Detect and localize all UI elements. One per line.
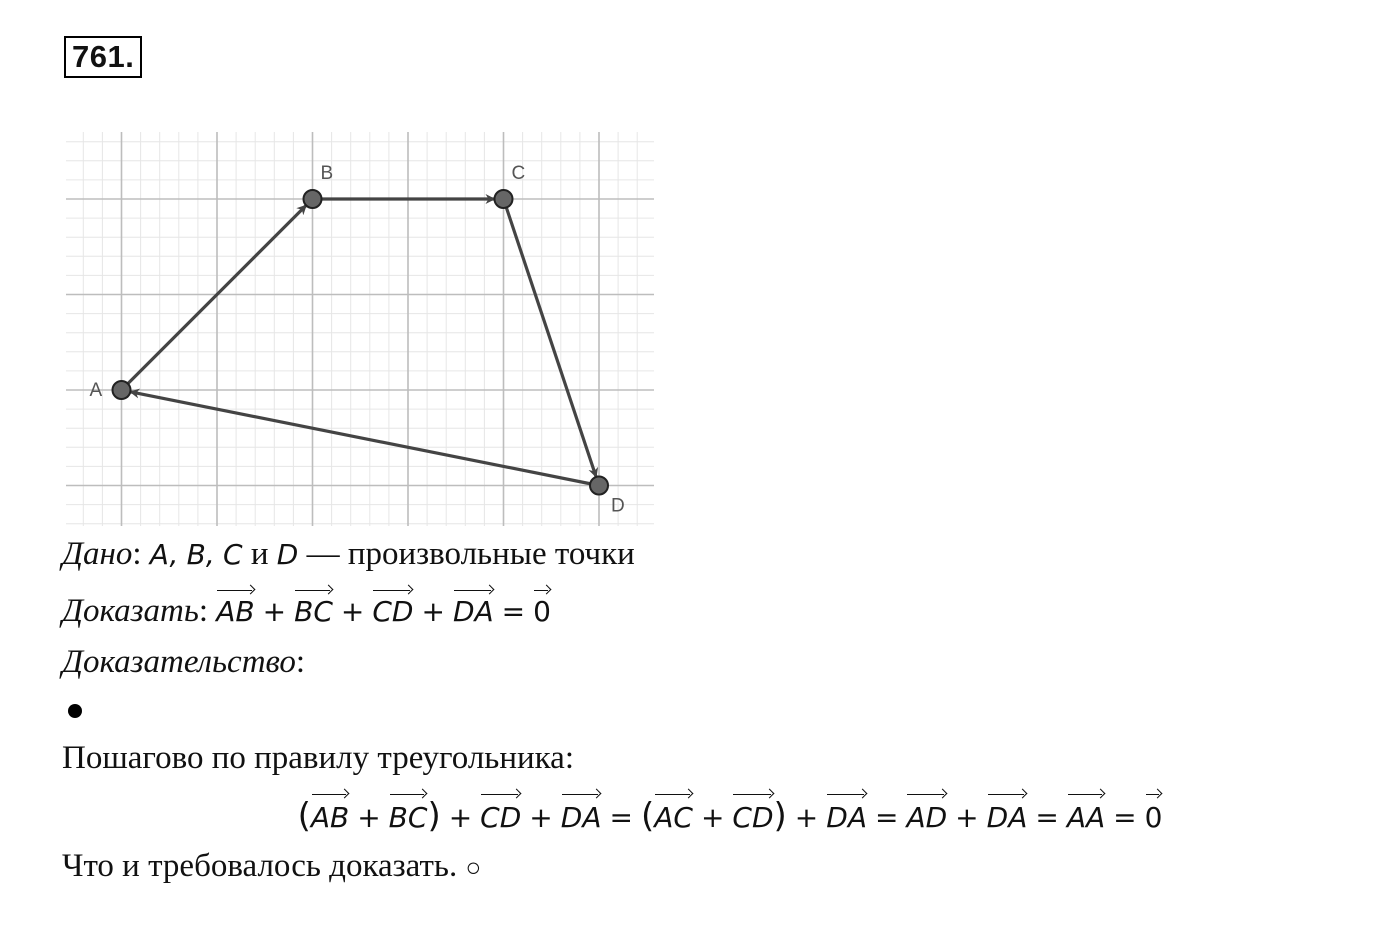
prove-line: Доказать: AB + BC + CD + DA = 0 (62, 588, 551, 632)
conclusion-text: Что и требовалось доказать. (62, 848, 458, 884)
point-c-marker (495, 190, 513, 208)
vector-bc: BC (294, 588, 333, 632)
eq-vector-da-2: DA (826, 792, 867, 840)
given-line: Дано: A, B, C и D — произвольные точки (62, 536, 635, 572)
eq-vector-cd: CD (480, 792, 521, 840)
proof-label: Доказательство (62, 644, 296, 680)
proof-equation: (AB + BC) + CD + DA = (AC + CD) + DA = AD + DA = AA = 0 (0, 792, 1400, 845)
point-d: D (276, 538, 299, 571)
prove-label: Доказать (62, 593, 199, 629)
eq-vector-da: DA (561, 792, 602, 840)
eq-vector-cd-2: CD (732, 792, 773, 840)
vector-ab (122, 205, 307, 390)
point-d-label: D (611, 495, 625, 517)
conclusion-line (62, 846, 481, 888)
vector-cd (504, 199, 597, 477)
point-a: A (149, 538, 170, 571)
vector-diagram (66, 132, 654, 526)
point-c-label: C (511, 163, 526, 184)
eq-vector-ad: AD (906, 792, 947, 840)
vector-ab: AB (216, 588, 254, 632)
point-a-label: A (89, 380, 103, 401)
point-b-label: B (320, 163, 334, 184)
eq-vector-bc: BC (389, 792, 428, 840)
bullet-icon (68, 704, 82, 718)
point-c: C (223, 538, 243, 571)
given-rest: — произвольные точки (306, 536, 635, 572)
point-a-marker (113, 381, 131, 399)
zero-vector: 0 (533, 588, 551, 632)
step-text: Пошагово по правилу треугольника: (62, 740, 574, 776)
given-label: Дано (62, 536, 133, 572)
end-of-proof-mark: ○ (465, 853, 482, 882)
proof-heading: Доказательство: (62, 644, 306, 680)
eq-zero-vector: 0 (1145, 792, 1163, 840)
eq-vector-ac: AC (654, 792, 693, 840)
eq-vector-da-3: DA (987, 792, 1028, 840)
point-d-marker (590, 477, 608, 495)
vector-da (130, 392, 599, 486)
vector-cd: CD (372, 588, 413, 632)
vector-da: DA (453, 588, 494, 632)
eq-vector-ab: AB (311, 792, 349, 840)
point-b-marker (304, 190, 322, 208)
problem-number: 761. (64, 36, 142, 78)
eq-vector-aa: AA (1067, 792, 1105, 840)
point-b: B (186, 538, 206, 571)
